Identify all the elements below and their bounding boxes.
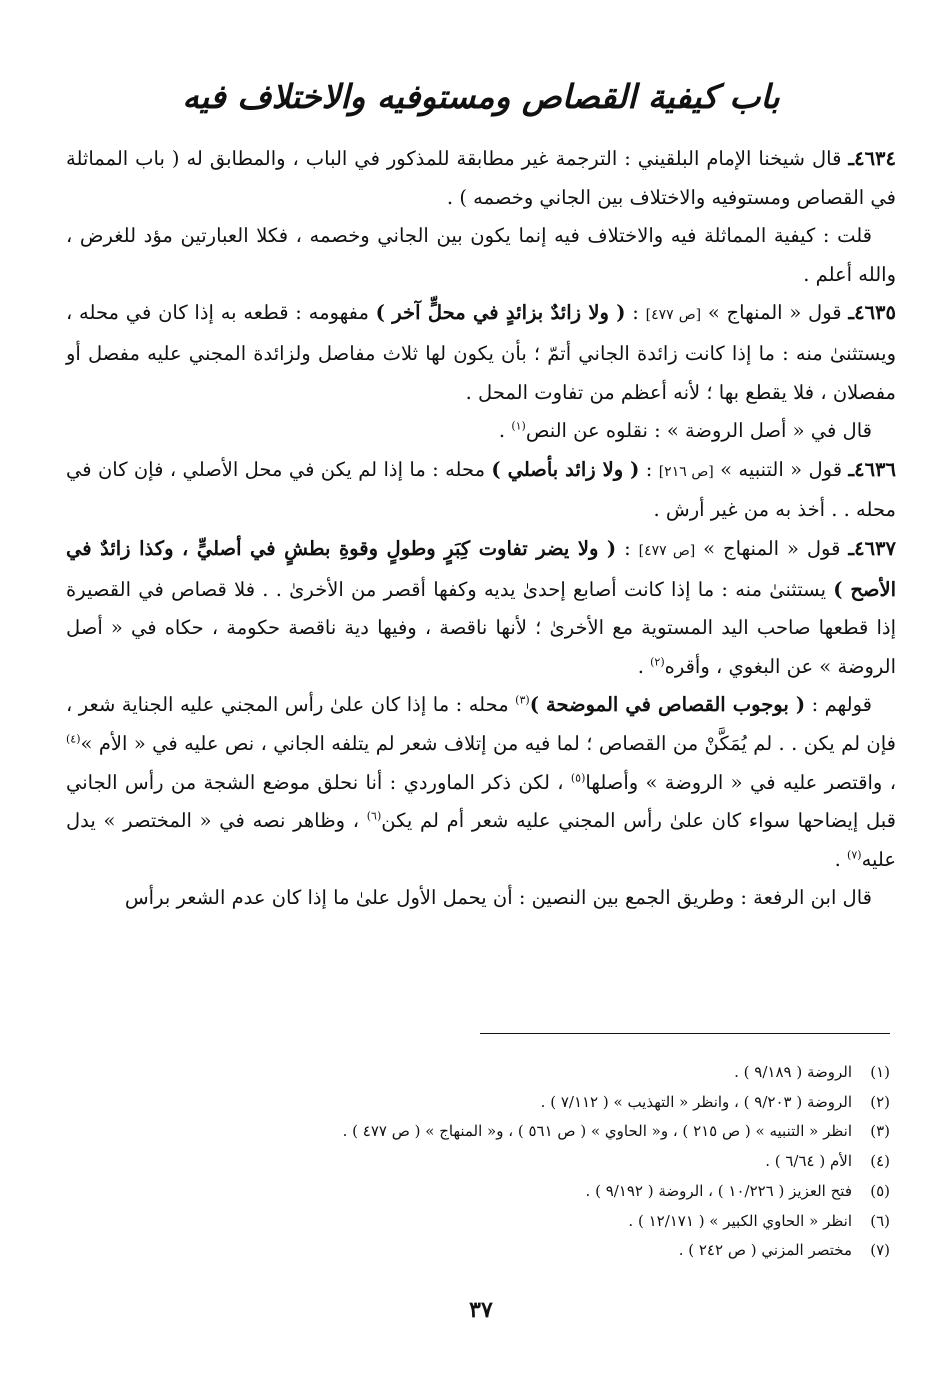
footnote-text: انظر « الحاوي الكبير » ( ١٢/١٧١ ) . — [628, 1211, 852, 1230]
footnote-number: (٧) — [870, 1241, 890, 1260]
entry-number: ٤٦٣٦ـ — [848, 457, 897, 481]
entry-number: ٤٦٣٧ـ — [848, 536, 897, 560]
source-reference: قول « المنهاج » — [701, 301, 849, 325]
paragraph-text: قال ابن الرفعة : وطريق الجمع بين النصين : أن يحمل الأول علىٰ ما إذا كان عدم الشعر برأس — [124, 886, 872, 910]
paragraph-text: محله : ما إذا لم يكن في محل الأصلي ، فإن كان في محله . . أخذ به من غير أرش . — [66, 457, 896, 522]
footnote-marker[interactable]: (١) — [511, 419, 526, 433]
paragraph-ibn-rifa — [66, 879, 896, 918]
footnote-text: مختصر المزني ( ص ٢٤٢ ) . — [678, 1241, 852, 1260]
footnote-marker[interactable]: (٦) — [366, 809, 382, 823]
page-reference: [ص ٤٧٧] — [638, 542, 696, 559]
footnote-marker[interactable]: (٥) — [570, 771, 586, 784]
quoted-text: ( ولا زائد بأصلي ) — [491, 457, 640, 481]
paragraph-text: قال في « أصل الروضة » : نقلوه عن النص — [525, 419, 872, 443]
paragraph-4636 — [66, 451, 896, 530]
footnote-text: الروضة ( ٩/١٨٩ ) . — [734, 1063, 852, 1081]
separator: : — [625, 301, 646, 325]
paragraph-mudiha — [66, 686, 896, 879]
footnote-marker[interactable]: (٤) — [66, 732, 81, 746]
paragraph-text: ، لكن ذكر الماوردي : أنا نحلق موضع الشجة من رأس الجاني قبل إيضاحها سواء كان علىٰ رأس المجني عليه شعر أم لم يكن — [66, 770, 896, 833]
footnote-item — [66, 1117, 890, 1147]
paragraph-text: قلت : كيفية المماثلة فيه والاختلاف فيه إنما يكون بين الجاني وخصمه ، فكلا العبارتين مؤد للغرض ، والله أعلم . — [66, 224, 896, 286]
footnote-number: (٥) — [870, 1181, 890, 1200]
footnote-item — [66, 1147, 890, 1177]
paragraph-end: . — [637, 654, 651, 678]
quoted-text: ( ولا زائدٌ بزائدٍ في محلٍّ آخر ) — [375, 301, 626, 325]
footnote-number: (٢) — [870, 1092, 890, 1111]
entry-number: ٤٦٣٤ـ — [848, 147, 896, 170]
paragraph-text: قال شيخنا الإمام البلقيني : الترجمة غير مطابقة للمذكور في الباب ، والمطابق له ( باب المماثلة في القصاص ومستوفيه والاختلاف بين الجاني وخصمه ) . — [66, 147, 896, 209]
paragraph-text: مفهومه : قطعه به إذا كان في محله ، ويستثنىٰ منه : ما إذا كانت زائدة الجاني أتمّ ؛ بأن يكون لها ثلاث مفاصل ولزائدة المجني عليه مفصل أو مفصلان ، فلا يقطع بها ؛ لأنه أعظم من تفاوت المحل . — [66, 301, 896, 404]
footnote-number: (١) — [870, 1063, 890, 1081]
paragraph-4634 — [66, 140, 896, 217]
paragraph-end: . — [498, 419, 512, 443]
footnote-item — [66, 1236, 890, 1266]
footnote-item — [66, 1088, 890, 1118]
paragraph-rawda — [66, 412, 896, 451]
footnotes — [66, 1058, 890, 1266]
quoted-text: ( بوجوب القصاص في الموضحة ) — [529, 693, 806, 717]
paragraph-text: يستثنىٰ منه : ما إذا كانت أصابع إحدىٰ يديه وكفها أقصر من الأخرىٰ . . فلا قصاص في القصيرة إذا قطعها صاحب اليد المستوية مع الأخرىٰ ؛ لأنها ناقصة ، وفيها دية ناقصة حكومة ، حكاه في « أصل الروضة » عن البغوي ، وأقره — [66, 577, 896, 678]
footnote-number: (٤) — [870, 1152, 890, 1171]
quoted-text: ( ولا يضر تفاوت كِبَرٍ وطولٍ وقوةِ بطشٍ في أصليٍّ ، وكذا زائدٌ في الأصح ) — [66, 536, 896, 601]
paragraph-text: قولهم : — [805, 693, 872, 717]
paragraph-text: محله : ما إذا كان علىٰ رأس المجني عليه الجناية شعر ، فإن لم يكن . . لم يُمَكَّنْ من القصاص ؛ لما فيه من إتلاف شعر لم يتلفه الجاني ، نص عليه في « الأم » — [66, 693, 896, 755]
source-reference: قول « المنهاج » — [695, 536, 849, 560]
page — [66, 62, 896, 1332]
footnote-item — [66, 1207, 890, 1237]
footnote-text: انظر « التنبيه » ( ص ٢١٥ ) ، و« الحاوي » ( ص ٥٦١ ) ، و« المنهاج » ( ص ٤٧٧ ) . — [342, 1122, 852, 1141]
separator: : — [616, 536, 639, 560]
footnote-text: الأم ( ٦/٦٤ ) . — [765, 1152, 852, 1171]
paragraph-text: ، واقتصر عليه في « الروضة » وأصلها — [585, 770, 896, 794]
paragraph-text: ، وظاهر نصه في « المختصر » يدل عليه — [66, 809, 896, 871]
entry-number: ٤٦٣٥ـ — [848, 301, 896, 325]
paragraph-4637 — [66, 530, 896, 686]
footnote-number: (٣) — [870, 1122, 890, 1141]
paragraph-end: . — [834, 847, 848, 871]
separator: : — [639, 457, 659, 481]
footnote-text: الروضة ( ٩/٢٠٣ ) ، وانظر « التهذيب » ( ٧/١١٢ ) . — [540, 1092, 852, 1111]
page-reference: [ص ٢١٦] — [658, 463, 714, 480]
main-text — [66, 140, 896, 918]
footnote-text: فتح العزيز ( ١٠/٢٢٦ ) ، الروضة ( ٩/١٩٢ ) . — [585, 1181, 852, 1200]
source-reference: قول « التنبيه » — [713, 457, 849, 481]
page-number: ٣٧ — [469, 1297, 493, 1323]
page-reference: [ص ٤٧٧] — [645, 307, 702, 324]
footnote-item — [66, 1058, 890, 1088]
footnote-marker[interactable]: (٢) — [650, 655, 665, 669]
chapter-title: باب كيفية القصاص ومستوفيه والاختلاف فيه — [182, 77, 780, 116]
footnote-number: (٦) — [870, 1211, 890, 1230]
footnote-marker[interactable]: (٧) — [847, 848, 862, 862]
footnote-divider — [480, 1033, 890, 1034]
footnote-marker[interactable]: (٣) — [515, 693, 530, 707]
footnote-item — [66, 1177, 890, 1207]
paragraph-4635 — [66, 294, 896, 412]
paragraph-comment — [66, 217, 896, 294]
